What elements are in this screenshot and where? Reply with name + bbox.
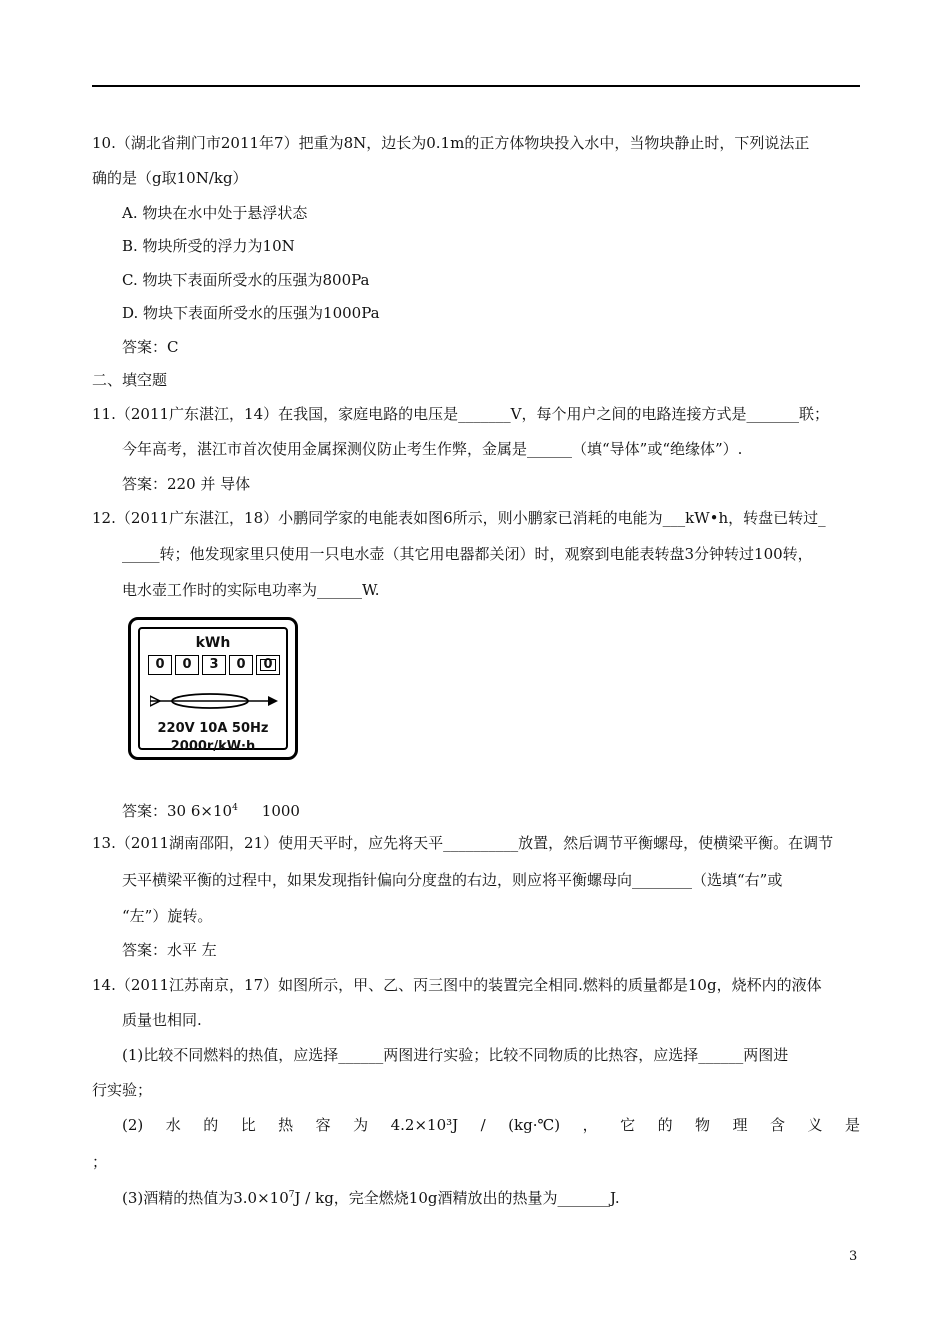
meter-specs: 220V 10A 50Hz (157, 721, 269, 736)
q13-answer: 答案：水平 左 (122, 941, 217, 959)
meter-rate: 2000r/kW·h (170, 739, 256, 754)
q14-part3: (3)酒精的热值为$3.0\times 10^7J$ / kg，完全燃烧10g酒精放出的热量为_______J. (122, 1189, 620, 1207)
meter-digit: 0 (175, 655, 199, 675)
page-number: 3 (849, 1249, 858, 1264)
q14-part2-line2: ； (92, 1153, 108, 1171)
q14-part1-line1: (1)比较不同燃料的热值，应选择______两图进行实验；比较不同物质的比热容，应选择______两图进 (122, 1046, 789, 1064)
q11-answer: 答案：220 并 导体 (122, 475, 251, 493)
q13-stem-line1: 13.（2011湖南邵阳，21）使用天平时，应先将天平__________放置，然后调节平衡螺母，使横梁平衡。在调节 (92, 834, 834, 852)
q11-stem-line2: 今年高考，湛江市首次使用金属探测仪防止考生作弊，金属是______（填“导体”或“绝缘体”）. (122, 440, 743, 458)
q10-stem-line1: 10.（湖北省荆门市2011年7）把重为8N，边长为0.1m的正方体物块投入水中，当物块静止时，下列说法正 (92, 134, 810, 152)
q10-option-b: B. 物块所受的浮力为10N (122, 237, 295, 255)
q10-option-a: A. 物块在水中处于悬浮状态 (122, 204, 308, 222)
meter-digit: 3 (202, 655, 226, 675)
meter-inner-frame (138, 627, 288, 754)
meter-unit-label: kWh (195, 635, 231, 651)
q10-answer: 答案：C (122, 338, 179, 356)
electricity-meter-figure (128, 617, 298, 760)
q14-stem-line2: 质量也相同. (122, 1011, 202, 1029)
meter-digit: 0 (229, 655, 253, 675)
q14-part1-line2: 行实验； (92, 1081, 153, 1099)
q11-stem-line1: 11.（2011广东湛江，14）在我国，家庭电路的电压是_______V，每个用户之间的电路连接方式是_______联； (92, 405, 829, 423)
q14-stem-line1: 14.（2011江苏南京，17）如图所示，甲、乙、丙三图中的装置完全相同.燃料的质量都是10g，烧杯内的液体 (92, 976, 822, 994)
q12-stem-line3: 电水壶工作时的实际电功率为______W. (122, 581, 380, 599)
header-rule (92, 85, 860, 87)
q12-stem-line1: 12.（2011广东湛江，18）小鹏同学家的电能表如图6所示，则小鹏家已消耗的电能为___kW•h，转盘已转过_ (92, 509, 826, 527)
q10-stem-line2: 确的是（g取10N/kg） (92, 169, 248, 187)
q12-stem-line2: _____转；他发现家里只使用一只电水壶（其它用电器都关闭）时，观察到电能表转盘3分钟转过100转， (122, 545, 813, 563)
section-heading: 二、填空题 (92, 371, 168, 389)
q13-stem-line3: “左”）旋转。 (122, 907, 213, 925)
meter-digit-decimal: 0 (256, 655, 280, 675)
q14-part2-line1: (2) 水 的 比 热 容 为 4.2×10³J / (kg·℃) ， 它 的 物 理 含 义 是 (122, 1116, 860, 1134)
meter-digit-row (148, 655, 283, 675)
q10-option-c: C. 物块下表面所受水的压强为800Pa (122, 271, 370, 289)
q13-stem-line2: 天平横梁平衡的过程中，如果发现指针偏向分度盘的右边，则应将平衡螺母向________（选填“右”或 (122, 871, 783, 889)
meter-disc-arrow-icon (150, 689, 280, 713)
q12-answer: 答案：30 $6\times 10^4$ 1000 (122, 802, 300, 820)
meter-digit: 0 (148, 655, 172, 675)
q10-option-d: D. 物块下表面所受水的压强为1000Pa (122, 304, 380, 322)
